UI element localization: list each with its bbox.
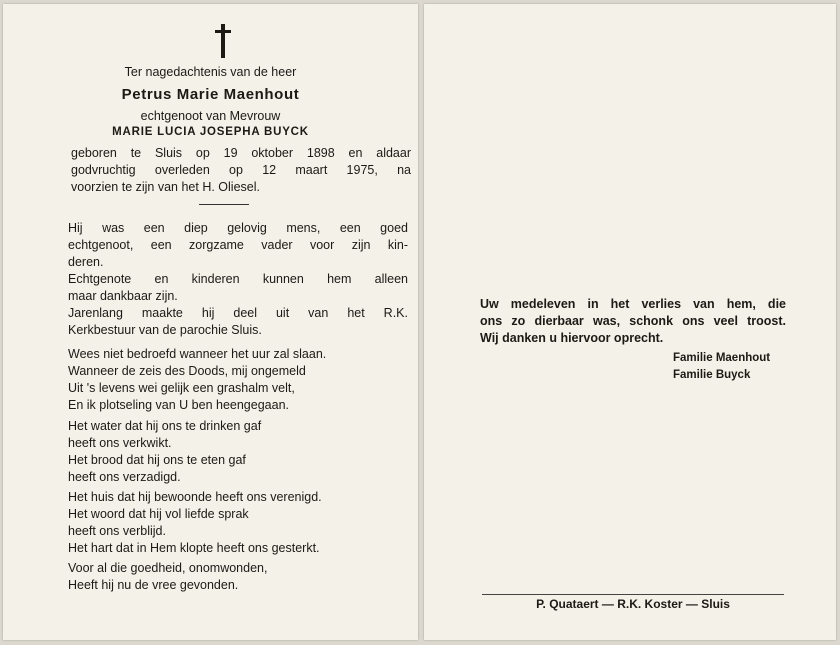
poem-stanza-2 <box>68 418 408 486</box>
deceased-name: Petrus Marie Maenhout <box>121 86 300 103</box>
paragraph-line: deren. <box>68 255 104 269</box>
poem-line: Het woord dat hij vol liefde sprak <box>68 507 249 521</box>
poem-line: Wanneer de zeis des Doods, mij ongemeld <box>68 364 306 378</box>
poem-line: heeft ons verzadigd. <box>68 470 181 484</box>
paragraph-line: echtgenoot, een zorgzame vader voor zijn kin- <box>68 238 408 252</box>
bio-line: geboren te Sluis op 19 oktober 1898 en aldaar <box>71 146 411 160</box>
bio-line: voorzien te zijn van het H. Oliesel. <box>71 180 260 194</box>
printer-credit: P. Quataert — R.K. Koster — Sluis <box>536 597 730 611</box>
family-signature: Familie Maenhout <box>673 352 771 364</box>
poem-line: Het huis dat hij bewoonde heeft ons verenigd. <box>68 490 322 504</box>
poem-line: Wees niet bedroefd wanneer het uur zal slaan. <box>68 347 327 361</box>
paragraph-line: Jarenlang maakte hij deel uit van het R.K. <box>68 306 408 320</box>
spouse-name: MARIE LUCIA JOSEPHA BUYCK <box>112 126 309 138</box>
thanks-message <box>480 296 786 347</box>
thanks-line: Wij danken u hiervoor oprecht. <box>480 331 664 345</box>
poem-line: Het water dat hij ons te drinken gaf <box>68 419 262 433</box>
thanks-line: Uw medeleven in het verlies van hem, die <box>480 297 786 311</box>
paragraph-line: Hij was een diep gelovig mens, een goed <box>68 221 408 235</box>
poem-line: Heeft hij nu de vree gevonden. <box>68 578 239 592</box>
poem-line: Voor al die goedheid, onomwonden, <box>68 561 268 575</box>
cross-icon <box>213 24 233 60</box>
poem-stanza-3 <box>68 489 408 557</box>
poem-line: Het brood dat hij ons te eten gaf <box>68 453 246 467</box>
poem-line: heeft ons verkwikt. <box>68 436 172 450</box>
poem-line: heeft ons verblijd. <box>68 524 166 538</box>
paragraph-line: Kerkbestuur van de parochie Sluis. <box>68 323 262 337</box>
character-paragraph <box>68 220 408 339</box>
paragraph-line: maar dankbaar zijn. <box>68 289 178 303</box>
poem-line: Het hart dat in Hem klopte heeft ons gesterkt. <box>68 541 320 555</box>
printer-rule <box>482 594 784 595</box>
bio-line: godvruchtig overleden op 12 maart 1975, na <box>71 163 411 177</box>
paragraph-line: Echtgenote en kinderen kunnen hem alleen <box>68 272 408 286</box>
spouse-label: echtgenoot van Mevrouw <box>140 109 281 123</box>
poem-line: Uit 's levens wei gelijk een grashalm velt, <box>68 381 295 395</box>
intro-line: Ter nagedachtenis van de heer <box>124 65 297 79</box>
biography <box>71 145 411 196</box>
family-signature: Familie Buyck <box>673 369 751 381</box>
divider <box>199 204 249 205</box>
poem-stanza-4 <box>68 560 408 594</box>
poem-stanza-1 <box>68 346 408 414</box>
thanks-line: ons zo dierbaar was, schonk ons veel troost. <box>480 314 786 328</box>
poem-line: En ik plotseling van U ben heengegaan. <box>68 398 289 412</box>
